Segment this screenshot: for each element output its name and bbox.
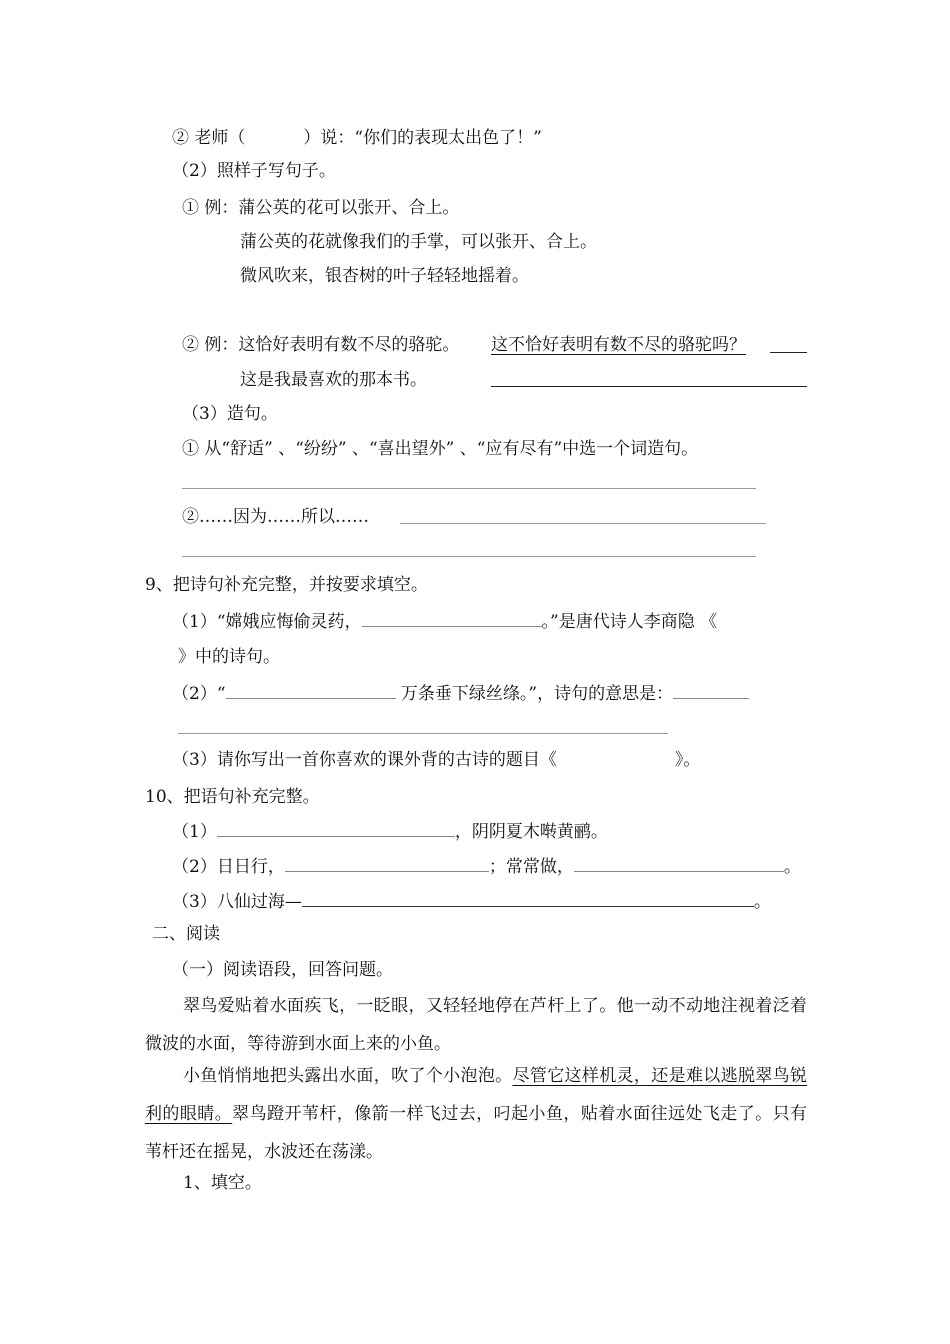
q2-example2-label: ② 例：这恰好表明有数不尽的骆驼。 <box>182 335 460 355</box>
reading-q1: 1、填空。 <box>183 1173 262 1193</box>
q2-example1-task: 微风吹来，银杏树的叶子轻轻地摇着。 <box>240 266 529 286</box>
section10-q1-prefix: （1） <box>172 822 217 842</box>
q3-item1-answer-line[interactable] <box>182 488 756 489</box>
section10-q2-suffix: 。 <box>783 857 801 877</box>
reading-subheading: （一）阅读语段，回答问题。 <box>172 960 393 980</box>
section9-q2-meaning-blank[interactable] <box>673 680 749 699</box>
q2-title: （2）照样子写句子。 <box>172 161 336 181</box>
section9-q3-prefix: （3）请你写出一首你喜欢的课外背的古诗的题目《 <box>172 750 557 770</box>
q3-item2-answer-line[interactable] <box>400 523 766 524</box>
section9-q2 <box>172 680 749 704</box>
teacher-blank[interactable] <box>245 124 303 143</box>
section10-q2-middle: ；常常做， <box>488 857 574 877</box>
q3-title: （3）造句。 <box>182 404 278 424</box>
section10-q1-blank[interactable] <box>217 818 455 837</box>
section10-q2-blank2[interactable] <box>574 853 784 872</box>
section10-q2-prefix: （2）日日行， <box>172 857 285 877</box>
section10-q3 <box>172 888 771 912</box>
q2-example2-answer: 这不恰好表明有数不尽的骆驼吗？ <box>491 335 746 355</box>
section9-title: 9、把诗句补充完整，并按要求填空。 <box>145 575 428 595</box>
q2-example1-label: ① 例：蒲公英的花可以张开、合上。 <box>182 198 460 218</box>
section9-q2-middle: 万条垂下绿丝绦。”，诗句的意思是： <box>400 684 674 704</box>
teacher-prefix: ② 老师（ <box>172 128 246 148</box>
q2-example1-answer: 蒲公英的花就像我们的手掌，可以张开、合上。 <box>240 232 597 252</box>
q2-example2-answer-line-end <box>770 352 807 353</box>
section10-q2 <box>172 853 801 877</box>
q3-item2-answer-line-2[interactable] <box>182 556 756 557</box>
q3-item1: ① 从“舒适” 、“纷纷” 、“喜出望外” 、“应有尽有”中选一个词造句。 <box>182 439 699 459</box>
section9-q3-suffix: 》。 <box>674 750 701 770</box>
section9-q2-prefix: （2）“ <box>172 684 226 704</box>
q2-example2-task: 这是我最喜欢的那本书。 <box>240 370 427 390</box>
section9-q1-blank[interactable] <box>362 608 542 627</box>
section10-q3-prefix: （3）八仙过海— <box>172 892 302 912</box>
reading-heading: 二、阅读 <box>152 924 220 944</box>
reading-paragraph-1: 翠鸟爱贴着水面疾飞，一眨眼，又轻轻地停在芦杆上了。他一动不动地注视着泛着微波的水面，等待游到水面上来的小鱼。 <box>145 996 807 1054</box>
section10-q3-suffix: 。 <box>753 892 771 912</box>
section9-q1 <box>172 608 717 632</box>
section9-q1-line2: 》中的诗句。 <box>178 647 280 667</box>
teacher-suffix: ）说：“你们的表现太出色了！” <box>303 128 542 148</box>
section9-q2-blank[interactable] <box>226 680 396 699</box>
reading-p2-underlined-sentence: 尽管它这样机灵，还是难以逃脱翠鸟锐利的眼睛。 <box>145 1066 808 1124</box>
reading-p2-after: 翠鸟蹬开苇杆，像箭一样飞过去，叼起小鱼，贴着水面往远处飞走了。只有苇杆还在摇晃，水波还在荡漾。 <box>145 1104 808 1162</box>
section9-q3 <box>172 748 700 772</box>
section9-q2-meaning-line[interactable] <box>178 733 668 734</box>
reading-p2-before: 小鱼悄悄地把头露出水面，吹了个小泡泡。 <box>183 1066 513 1086</box>
teacher-sentence <box>172 124 542 148</box>
section10-q3-blank[interactable] <box>302 888 754 907</box>
section9-q1-suffix: 。”是唐代诗人李商隐 《 <box>541 612 718 632</box>
section10-title: 10、把语句补充完整。 <box>145 787 320 807</box>
q2-example2 <box>182 333 459 357</box>
section9-q1-prefix: （1）“嫦娥应悔偷灵药， <box>172 612 362 632</box>
section10-q1 <box>172 818 608 842</box>
q2-example2-answer-blank[interactable] <box>491 386 807 387</box>
section10-q2-blank1[interactable] <box>285 853 489 872</box>
q3-item2: ②……因为……所以…… <box>182 507 369 527</box>
reading-paragraph-2 <box>145 1057 807 1171</box>
section10-q1-suffix: ，阴阴夏木啭黄鹂。 <box>454 822 608 842</box>
